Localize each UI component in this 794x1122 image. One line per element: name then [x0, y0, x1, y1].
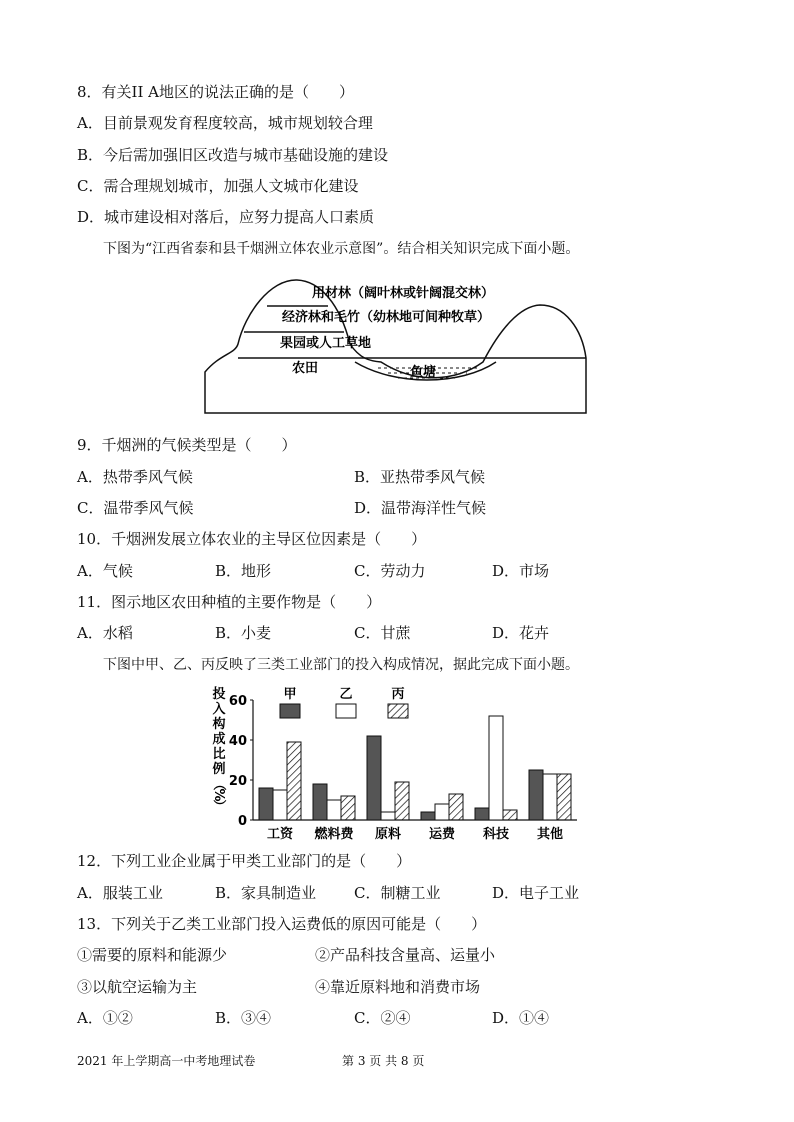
- x-tick-label: 科技: [482, 827, 510, 842]
- q11-option-d: D．花卉: [492, 624, 550, 642]
- q13-statement-1: ①需要的原料和能源少: [77, 946, 228, 964]
- q13-statement-4: ④靠近原料地和消费市场: [315, 978, 481, 996]
- q9-stem: 9．千烟洲的气候类型是（ ）: [77, 436, 297, 454]
- industry-input-bar-chart: [205, 684, 585, 844]
- y-axis-label-char: 入: [212, 702, 226, 717]
- q8-option-c: C．需合理规划城市，加强人文城市化建设: [77, 177, 359, 195]
- q9-option-b: B．亚热带季风气候: [354, 468, 486, 486]
- bar-丙-运费: [449, 794, 463, 820]
- bar-丙-科技: [503, 810, 517, 820]
- q8-option-a: A．目前景观发育程度较高，城市规划较合理: [77, 114, 373, 132]
- q11-option-c: C．甘蔗: [354, 624, 411, 642]
- bar-甲-原料: [367, 736, 381, 820]
- q11-stem: 11．图示地区农田种植的主要作物是（ ）: [77, 593, 382, 611]
- label-orchard: 果园或人工草地: [280, 336, 372, 351]
- legend-label-丙: 丙: [391, 687, 405, 702]
- q9-option-d: D．温带海洋性气候: [354, 499, 487, 517]
- y-axis-label-char: 成: [212, 732, 226, 747]
- legend-swatch-甲: [280, 704, 300, 718]
- bar-丙-工资: [287, 742, 301, 820]
- y-tick-label: 20: [228, 774, 247, 789]
- q13-stem: 13．下列关于乙类工业部门投入运费低的原因可能是（ ）: [77, 915, 487, 933]
- intro-text-2: 下图中甲、乙、丙反映了三类工业部门的投入构成情况，据此完成下面小题。: [103, 657, 579, 673]
- footer-exam-title: 2021 年上学期高一中考地理试卷: [77, 1054, 256, 1068]
- q9-option-c: C．温带季风气候: [77, 499, 194, 517]
- legend-label-乙: 乙: [339, 687, 353, 702]
- q10-option-b: B．地形: [215, 562, 272, 580]
- label-economic-forest: 经济林和毛竹（幼林地可间种牧草）: [282, 310, 491, 325]
- footer-page-number: 第 3 页 共 8 页: [342, 1054, 425, 1068]
- y-axis-label-char: 构: [212, 717, 226, 732]
- q10-option-a: A．气候: [77, 562, 133, 580]
- label-fish-pond: 鱼塘: [410, 365, 437, 380]
- y-tick-label: 40: [228, 734, 247, 749]
- y-tick-label: 60: [228, 694, 247, 709]
- y-axis-label-char: 比: [212, 747, 226, 762]
- label-timber-forest: 用材林（阔叶林或针阔混交林）: [312, 286, 495, 301]
- q12-stem: 12．下列工业企业属于甲类工业部门的是（ ）: [77, 852, 412, 870]
- agriculture-diagram: [200, 274, 600, 416]
- y-axis-label-char: 例: [212, 762, 226, 777]
- legend-swatch-丙: [388, 704, 408, 718]
- q10-option-d: D．市场: [492, 562, 550, 580]
- q8-option-d: D．城市建设相对落后，应努力提高人口素质: [77, 208, 375, 226]
- intro-text-1: 下图为“江西省泰和县千烟洲立体农业示意图”。结合相关知识完成下面小题。: [103, 241, 580, 257]
- q10-stem: 10．千烟洲发展立体农业的主导区位因素是（ ）: [77, 530, 427, 548]
- bar-丙-其他: [557, 774, 571, 820]
- q8-option-b: B．今后需加强旧区改造与城市基础设施的建设: [77, 146, 389, 164]
- bar-甲-运费: [421, 812, 435, 820]
- bar-丙-原料: [395, 782, 409, 820]
- chart-y-axis-label: [211, 686, 227, 813]
- q13-option-c: C．②④: [354, 1009, 411, 1027]
- y-axis-label-char: 投: [212, 687, 226, 702]
- q10-option-c: C．劳动力: [354, 562, 426, 580]
- q9-option-a: A．热带季风气候: [77, 468, 193, 486]
- bar-甲-其他: [529, 770, 543, 820]
- x-tick-label: 燃料费: [314, 827, 354, 842]
- q13-option-a: A．①②: [77, 1009, 133, 1027]
- bar-乙-运费: [435, 804, 449, 820]
- bar-丙-燃料费: [341, 796, 355, 820]
- q12-option-b: B．家具制造业: [215, 884, 317, 902]
- x-tick-label: 运费: [428, 827, 456, 842]
- y-axis-label-char: %: [211, 788, 226, 802]
- q13-statement-2: ②产品科技含量高、运量小: [315, 946, 496, 964]
- q11-option-a: A．水稻: [77, 624, 133, 642]
- bar-乙-燃料费: [327, 800, 341, 820]
- bar-乙-其他: [543, 774, 557, 820]
- y-tick-label: 0: [237, 814, 247, 829]
- bar-乙-科技: [489, 716, 503, 820]
- q8-stem: 8．有关II A地区的说法正确的是（ ）: [77, 83, 354, 101]
- bar-甲-工资: [259, 788, 273, 820]
- q12-option-d: D．电子工业: [492, 884, 580, 902]
- x-tick-label: 原料: [374, 827, 402, 842]
- y-axis-label-char: ）: [211, 799, 226, 813]
- bar-甲-燃料费: [313, 784, 327, 820]
- q12-option-c: C．制糖工业: [354, 884, 441, 902]
- bar-乙-原料: [381, 812, 395, 820]
- q12-option-a: A．服装工业: [77, 884, 163, 902]
- q11-option-b: B．小麦: [215, 624, 272, 642]
- bar-乙-工资: [273, 790, 287, 820]
- q13-option-d: D．①④: [492, 1009, 550, 1027]
- q13-statement-3: ③以航空运输为主: [77, 978, 198, 996]
- q13-option-b: B．③④: [215, 1009, 272, 1027]
- y-axis-label-char: （: [211, 777, 226, 791]
- x-tick-label: 工资: [266, 827, 294, 842]
- bar-甲-科技: [475, 808, 489, 820]
- legend-swatch-乙: [336, 704, 356, 718]
- label-farmland: 农田: [292, 361, 319, 376]
- x-tick-label: 其他: [536, 827, 564, 842]
- legend-label-甲: 甲: [283, 687, 297, 702]
